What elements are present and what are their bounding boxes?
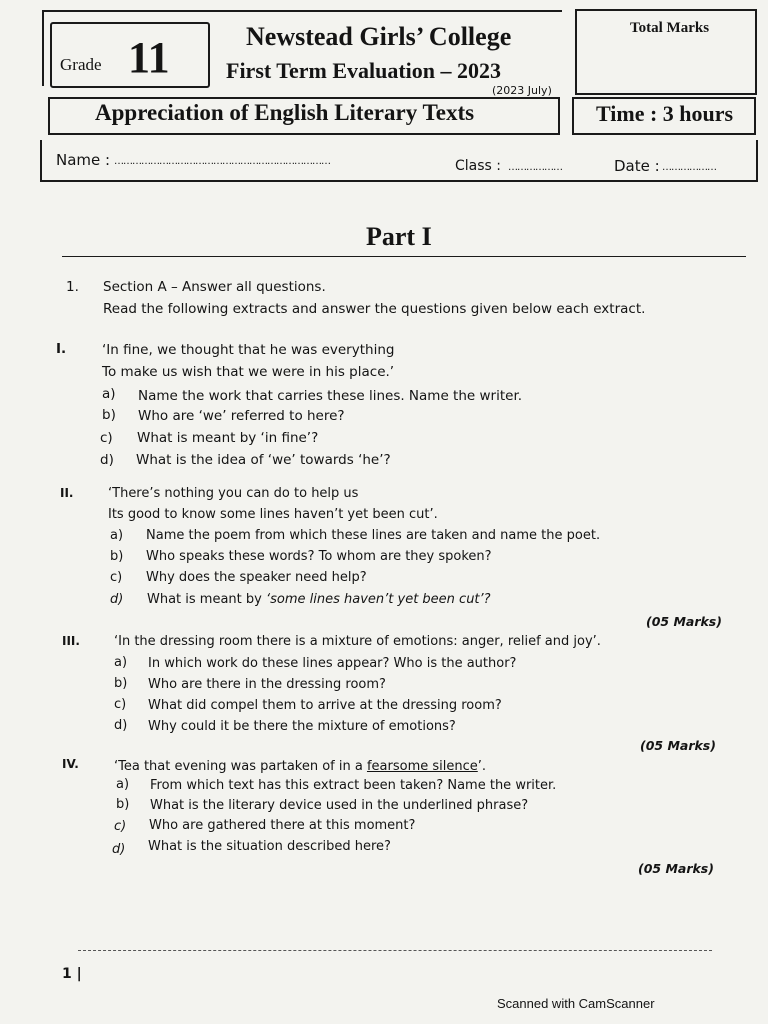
extract-line: ‘In fine, we thought that he was everything [102, 342, 395, 358]
sub-question: Why does the speaker need help? [146, 570, 367, 585]
class-label: Class : [455, 158, 501, 174]
part-title: Part I [366, 222, 432, 251]
grade-label: Grade [60, 55, 102, 74]
sub-label: c) [100, 430, 113, 446]
sub-question: In which work do these lines appear? Who is the author? [148, 656, 517, 671]
section-instruction: – Answer all questions. [166, 279, 326, 295]
name-dots: ……………………………………………………………… [114, 156, 330, 167]
sub-label: d) [112, 842, 126, 857]
date-label: Date : [614, 157, 660, 175]
sub-question: Name the poem from which these lines are taken and name the poet. [146, 528, 601, 543]
sub-question [147, 592, 491, 607]
underlined-phrase: fearsome silence [366, 759, 478, 774]
exam-title: First Term Evaluation – 2023 [226, 58, 502, 83]
school-name: Newstead Girls’ College [246, 22, 512, 51]
date-dots: ……………… [662, 162, 716, 173]
exam-date: (2023 July) [492, 84, 552, 97]
footer-divider [78, 950, 712, 951]
class-dots: ……………… [508, 162, 562, 173]
sub-label: b) [114, 676, 128, 691]
sub-label: b) [102, 407, 116, 423]
sub-question: What is the situation described here? [148, 839, 391, 854]
question-numeral: III. [62, 634, 80, 648]
sub-label: c) [114, 697, 127, 712]
extract-line: To make us wish that we were in his place.’ [102, 364, 395, 380]
question-numeral: I. [56, 341, 67, 357]
extract-line: ‘There’s nothing you can do to help us [108, 486, 359, 501]
name-label: Name : [56, 151, 111, 169]
section-read-instruction: Read the following extracts and answer the questions given below each extract. [103, 301, 646, 317]
marks-label: (05 Marks) [638, 861, 714, 876]
sub-label: a) [110, 528, 124, 543]
section-number: 1. [66, 279, 79, 295]
section-title-text: Section A [103, 279, 167, 295]
sub-question: What is meant by ‘in fine’? [137, 430, 319, 446]
sub-question: Name the work that carries these lines. Name the writer. [138, 388, 523, 404]
sub-question-text: What is meant by [147, 592, 266, 607]
sub-question: What is the literary device used in the underlined phrase? [150, 798, 529, 813]
sub-question: Who are ‘we’ referred to here? [138, 408, 345, 424]
quoted-phrase: ‘some lines haven’t yet been cut’? [265, 592, 491, 607]
marks-label: (05 Marks) [640, 738, 716, 753]
sub-label: a) [116, 777, 130, 792]
question-numeral: II. [60, 486, 74, 500]
total-marks-label: Total Marks [630, 20, 710, 36]
sub-question: Who speaks these words? To whom are they spoken? [146, 549, 492, 564]
sub-label: a) [102, 386, 116, 402]
sub-question: From which text has this extract been taken? Name the writer. [150, 778, 557, 793]
sub-question: What is the idea of ‘we’ towards ‘he’? [136, 452, 391, 468]
grade-number: 11 [128, 33, 170, 82]
marks-label: (05 Marks) [646, 614, 722, 629]
page-number: 1 | [62, 966, 82, 982]
sub-label: d) [110, 592, 124, 607]
sub-label: d) [100, 452, 114, 468]
section-title [103, 279, 326, 295]
extract-text: ‘Tea that evening was partaken of in a [114, 759, 367, 774]
sub-label: a) [114, 655, 128, 670]
extract-line [114, 759, 486, 774]
sub-label: c) [114, 819, 127, 834]
sub-question: Who are there in the dressing room? [148, 677, 386, 692]
sub-question: What did compel them to arrive at the dressing room? [148, 698, 502, 713]
extract-end: ’. [477, 759, 487, 774]
subject-title: Appreciation of English Literary Texts [95, 100, 475, 125]
extract-line: ‘In the dressing room there is a mixture of emotions: anger, relief and joy’. [114, 634, 601, 649]
part-divider [62, 256, 746, 257]
sub-label: c) [110, 570, 123, 585]
question-numeral: IV. [62, 757, 79, 771]
sub-label: b) [110, 549, 124, 564]
sub-label: d) [114, 718, 128, 733]
extract-line: Its good to know some lines haven’t yet been cut’. [108, 507, 438, 522]
time-label: Time : 3 hours [596, 101, 734, 126]
sub-label: b) [116, 797, 130, 812]
sub-question: Who are gathered there at this moment? [149, 818, 416, 833]
sub-question: Why could it be there the mixture of emotions? [148, 719, 456, 734]
scanner-watermark: Scanned with CamScanner [497, 996, 655, 1011]
